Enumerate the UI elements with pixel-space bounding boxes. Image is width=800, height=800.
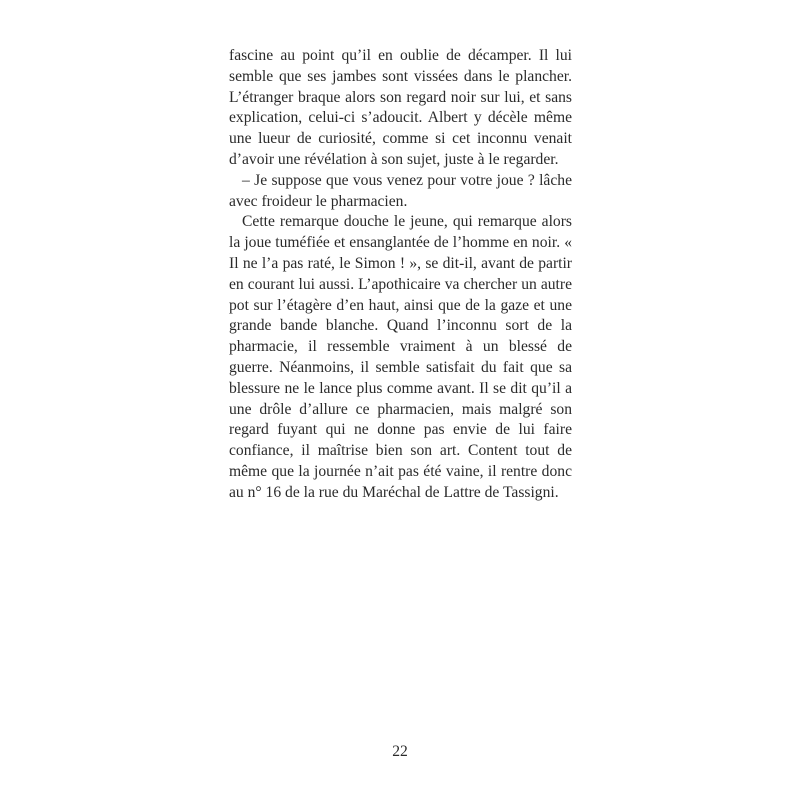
page-number: 22 [392, 743, 408, 760]
paragraph-dialogue: – Je suppose que vous venez pour votre joue ? lâche avec froideur le pharmacien. [229, 171, 572, 210]
paragraph-continuation: fascine au point qu’il en oublie de décamper. Il lui semble que ses jambes sont vissées dans le plancher. L’étranger braque alors son regard noir sur lui, et sans explication, celui-ci s’adoucit. Albert y décèle même une lueur de curiosité, comme si cet inconnu venait d’avoir une révélation à son sujet, juste à le regarder. [229, 47, 572, 168]
body-text [229, 46, 572, 504]
paragraph-narrative: Cette remarque douche le jeune, qui remarque alors la joue tuméfiée et ensanglantée de l’homme en noir. « Il ne l’a pas raté, le Simon ! », se dit-il, avant de partir en courant lui aussi. L’apothicaire va chercher un autre pot sur l’étagère d’en haut, ainsi que de la gaze et une grande bande blanche. Quand l’inconnu sort de la pharmacie, il ressemble vraiment à un blessé de guerre. Néanmoins, il semble satisfait du fait que sa blessure ne le lance plus comme avant. Il se dit qu’il a une drôle d’allure ce pharmacien, mais malgré son regard fuyant qui ne donne pas envie de lui faire confiance, il maîtrise bien son art. Content tout de même que la journée n’ait pas été vaine, il rentre donc au n° 16 de la rue du Maréchal de Lattre de Tassigni. [229, 213, 572, 501]
